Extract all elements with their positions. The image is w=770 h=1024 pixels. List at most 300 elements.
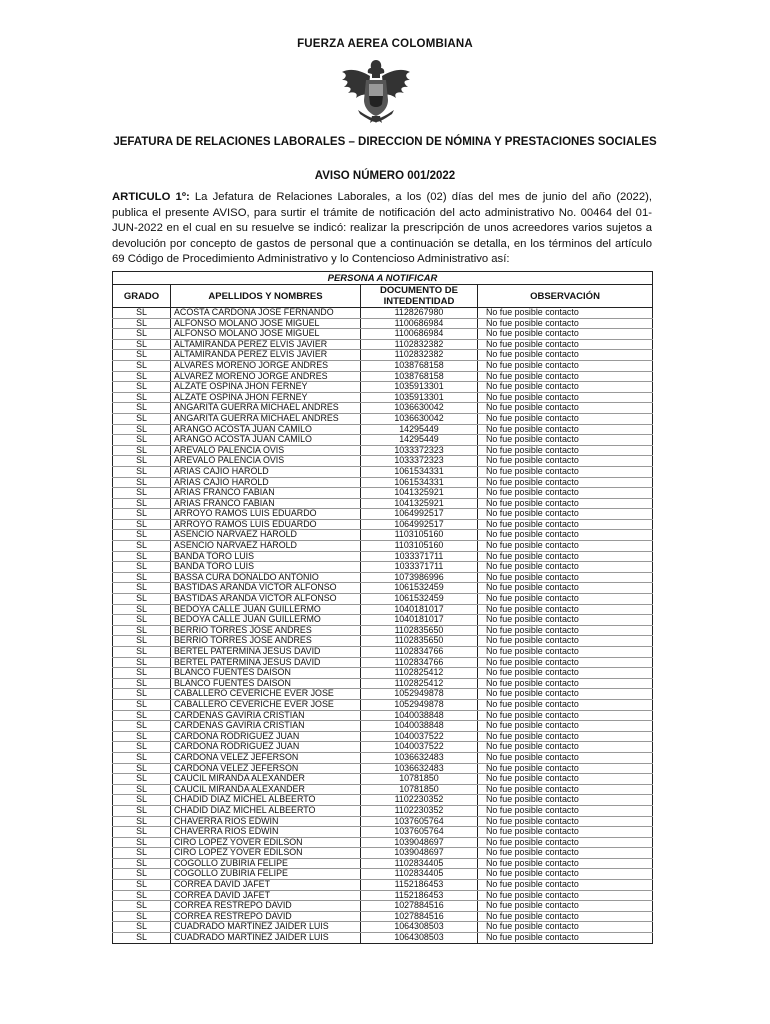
- table-row: [113, 636, 653, 647]
- column-header-grado: GRADO: [113, 285, 171, 308]
- cell-observation: No fue posible contacto: [478, 678, 653, 689]
- cell-observation: No fue posible contacto: [478, 774, 653, 785]
- cell-observation: No fue posible contacto: [478, 583, 653, 594]
- department-title: JEFATURA DE RELACIONES LABORALES – DIRECCION DE NÓMINA Y PRESTACIONES SOCIALES: [113, 136, 657, 148]
- cell-grado: SL: [113, 795, 171, 806]
- cell-observation: No fue posible contacto: [478, 816, 653, 827]
- table-row: [113, 551, 653, 562]
- cell-grado: SL: [113, 572, 171, 583]
- cell-observation: No fue posible contacto: [478, 541, 653, 552]
- cell-observation: No fue posible contacto: [478, 498, 653, 509]
- cell-grado: SL: [113, 329, 171, 340]
- table-row: [113, 615, 653, 626]
- cell-grado: SL: [113, 816, 171, 827]
- cell-document: 1152186453: [361, 890, 478, 901]
- cell-grado: SL: [113, 922, 171, 933]
- cell-grado: SL: [113, 774, 171, 785]
- table-row: [113, 911, 653, 922]
- cell-grado: SL: [113, 413, 171, 424]
- cell-document: 10781850: [361, 784, 478, 795]
- cell-name: CORREA DAVID JAFET: [171, 890, 361, 901]
- cell-name: ALTAMIRANDA PEREZ ELVIS JAVIER: [171, 350, 361, 361]
- cell-document: 1064992517: [361, 519, 478, 530]
- cell-name: ARIAS CAJIO HAROLD: [171, 466, 361, 477]
- cell-name: CHADID DIAZ MICHEL ALBEERTO: [171, 805, 361, 816]
- cell-document: 1033372323: [361, 456, 478, 467]
- cell-observation: No fue posible contacto: [478, 530, 653, 541]
- cell-name: BASTIDAS ARANDA VICTOR ALFONSO: [171, 594, 361, 605]
- cell-document: 1061532459: [361, 583, 478, 594]
- cell-name: CARDONA RODRIGUEZ JUAN: [171, 731, 361, 742]
- cell-name: ACOSTA CARDONA JOSÉ FERNANDO: [171, 308, 361, 319]
- cell-name: BASTIDAS ARANDA VICTOR ALFONSO: [171, 583, 361, 594]
- cell-document: 1039048697: [361, 848, 478, 859]
- table-row: [113, 710, 653, 721]
- cell-grado: SL: [113, 382, 171, 393]
- table-row: [113, 392, 653, 403]
- cell-document: 1064992517: [361, 509, 478, 520]
- cell-document: 1102832382: [361, 350, 478, 361]
- cell-name: BERRIO TORRES JOSE ANDRES: [171, 636, 361, 647]
- cell-grado: SL: [113, 837, 171, 848]
- table-row: [113, 308, 653, 319]
- cell-name: CUADRADO MARTINEZ JAIDER LUIS: [171, 922, 361, 933]
- cell-observation: No fue posible contacto: [478, 477, 653, 488]
- cell-name: BEDOYA CALLE JUAN GUILLERMO: [171, 604, 361, 615]
- cell-name: CABALLERO CEVERICHE EVER JOSÉ: [171, 699, 361, 710]
- cell-grado: SL: [113, 848, 171, 859]
- cell-document: 1040037522: [361, 742, 478, 753]
- cell-document: 14295449: [361, 424, 478, 435]
- cell-grado: SL: [113, 699, 171, 710]
- cell-document: 1033372323: [361, 445, 478, 456]
- cell-observation: No fue posible contacto: [478, 742, 653, 753]
- cell-name: CORREA DAVID JAFET: [171, 880, 361, 891]
- eagle-emblem-icon: [336, 56, 416, 124]
- cell-observation: No fue posible contacto: [478, 371, 653, 382]
- table-row: [113, 795, 653, 806]
- cell-name: CAUCIL MIRANDA ALEXANDER: [171, 774, 361, 785]
- table-row: [113, 329, 653, 340]
- cell-grado: SL: [113, 583, 171, 594]
- cell-grado: SL: [113, 594, 171, 605]
- cell-name: CARDONA RODRIGUEZ JUAN: [171, 742, 361, 753]
- table-row: [113, 858, 653, 869]
- cell-name: ALVAREZ MORENO JORGE ANDRES: [171, 371, 361, 382]
- cell-grado: SL: [113, 604, 171, 615]
- cell-observation: No fue posible contacto: [478, 668, 653, 679]
- cell-document: 1041325921: [361, 488, 478, 499]
- cell-document: 1036632483: [361, 752, 478, 763]
- cell-name: BERRIO TORRES JOSE ANDRES: [171, 625, 361, 636]
- table-row: [113, 774, 653, 785]
- cell-grado: SL: [113, 689, 171, 700]
- cell-observation: No fue posible contacto: [478, 710, 653, 721]
- table-row: [113, 816, 653, 827]
- cell-grado: SL: [113, 731, 171, 742]
- cell-observation: No fue posible contacto: [478, 901, 653, 912]
- cell-name: ASENCIO NARVAEZ HAROLD: [171, 541, 361, 552]
- cell-name: BANDA TORO LUIS: [171, 562, 361, 573]
- table-row: [113, 721, 653, 732]
- cell-name: CIRO LOPEZ YOVER EDILSON: [171, 848, 361, 859]
- cell-grado: SL: [113, 435, 171, 446]
- cell-grado: SL: [113, 371, 171, 382]
- table-row: [113, 562, 653, 573]
- cell-observation: No fue posible contacto: [478, 604, 653, 615]
- cell-document: 1102835650: [361, 636, 478, 647]
- table-row: [113, 752, 653, 763]
- cell-name: ARIAS CAJIO HAROLD: [171, 477, 361, 488]
- cell-grado: SL: [113, 625, 171, 636]
- cell-name: CARDENAS GAVIRIA CRISTIAN: [171, 710, 361, 721]
- table-row: [113, 827, 653, 838]
- table-row: [113, 848, 653, 859]
- cell-observation: No fue posible contacto: [478, 594, 653, 605]
- cell-document: 1061534331: [361, 466, 478, 477]
- table-row: [113, 498, 653, 509]
- cell-observation: No fue posible contacto: [478, 360, 653, 371]
- cell-observation: No fue posible contacto: [478, 647, 653, 658]
- article-paragraph: [112, 190, 652, 268]
- cell-observation: No fue posible contacto: [478, 657, 653, 668]
- cell-observation: No fue posible contacto: [478, 382, 653, 393]
- cell-name: ARIAS FRANCO FABIAN: [171, 488, 361, 499]
- table-row: [113, 530, 653, 541]
- cell-name: CARDENAS GAVIRIA CRISTIAN: [171, 721, 361, 732]
- cell-document: 1102230352: [361, 805, 478, 816]
- cell-document: 1102835650: [361, 625, 478, 636]
- cell-document: 1102230352: [361, 795, 478, 806]
- cell-grado: SL: [113, 530, 171, 541]
- cell-grado: SL: [113, 551, 171, 562]
- cell-name: ARROYO RAMOS LUIS EDUARDO: [171, 509, 361, 520]
- cell-name: BEDOYA CALLE JUAN GUILLERMO: [171, 615, 361, 626]
- cell-observation: No fue posible contacto: [478, 551, 653, 562]
- table-row: [113, 933, 653, 944]
- cell-document: 1040181017: [361, 604, 478, 615]
- cell-document: 1073986996: [361, 572, 478, 583]
- cell-observation: No fue posible contacto: [478, 615, 653, 626]
- table-row: [113, 466, 653, 477]
- cell-observation: No fue posible contacto: [478, 731, 653, 742]
- cell-document: 1103105160: [361, 530, 478, 541]
- cell-observation: No fue posible contacto: [478, 572, 653, 583]
- cell-grado: SL: [113, 869, 171, 880]
- cell-name: BLANCO FUENTES DAISON: [171, 678, 361, 689]
- cell-document: 1035913301: [361, 392, 478, 403]
- table-row: [113, 477, 653, 488]
- cell-document: 1102825412: [361, 668, 478, 679]
- cell-name: BANDA TORO LUIS: [171, 551, 361, 562]
- cell-observation: No fue posible contacto: [478, 509, 653, 520]
- cell-observation: No fue posible contacto: [478, 636, 653, 647]
- cell-grado: SL: [113, 519, 171, 530]
- table-row: [113, 318, 653, 329]
- cell-grado: SL: [113, 668, 171, 679]
- table-row: [113, 424, 653, 435]
- cell-name: ALFONSO MOLANO JOSE MIGUEL: [171, 329, 361, 340]
- cell-name: CAUCIL MIRANDA ALEXANDER: [171, 784, 361, 795]
- cell-observation: No fue posible contacto: [478, 339, 653, 350]
- table-row: [113, 488, 653, 499]
- cell-observation: No fue posible contacto: [478, 350, 653, 361]
- cell-grado: SL: [113, 858, 171, 869]
- cell-document: 1061534331: [361, 477, 478, 488]
- cell-grado: SL: [113, 456, 171, 467]
- cell-grado: SL: [113, 678, 171, 689]
- persons-table: [112, 271, 653, 944]
- cell-observation: No fue posible contacto: [478, 625, 653, 636]
- table-row: [113, 625, 653, 636]
- cell-observation: No fue posible contacto: [478, 466, 653, 477]
- cell-grado: SL: [113, 933, 171, 944]
- cell-document: 1100686984: [361, 329, 478, 340]
- cell-document: 14295449: [361, 435, 478, 446]
- cell-name: CHADID DIAZ MICHEL ALBEERTO: [171, 795, 361, 806]
- table-row: [113, 594, 653, 605]
- cell-document: 1103105160: [361, 541, 478, 552]
- cell-grado: SL: [113, 827, 171, 838]
- cell-document: 1035913301: [361, 382, 478, 393]
- cell-document: 1037605764: [361, 827, 478, 838]
- column-header-document: DOCUMENTO DE INTEDENTIDAD: [361, 285, 478, 308]
- table-row: [113, 413, 653, 424]
- cell-name: ALFONSO MOLANO JOSE MIGUEL: [171, 318, 361, 329]
- cell-document: 1033371711: [361, 562, 478, 573]
- notice-number: AVISO NÚMERO 001/2022: [314, 170, 456, 182]
- table-row: [113, 901, 653, 912]
- cell-observation: No fue posible contacto: [478, 424, 653, 435]
- cell-grado: SL: [113, 890, 171, 901]
- cell-grado: SL: [113, 360, 171, 371]
- cell-name: COGOLLO ZUBIRIA FELIPE: [171, 858, 361, 869]
- cell-grado: SL: [113, 752, 171, 763]
- cell-observation: No fue posible contacto: [478, 318, 653, 329]
- cell-name: CARDONA VELEZ JEFERSON: [171, 763, 361, 774]
- cell-grado: SL: [113, 498, 171, 509]
- cell-document: 1039048697: [361, 837, 478, 848]
- cell-document: 1040037522: [361, 731, 478, 742]
- cell-name: ARIAS FRANCO FABIAN: [171, 498, 361, 509]
- cell-observation: No fue posible contacto: [478, 445, 653, 456]
- organization-title: FUERZA AEREA COLOMBIANA: [297, 38, 473, 50]
- cell-grado: SL: [113, 562, 171, 573]
- cell-grado: SL: [113, 763, 171, 774]
- cell-document: 1064308503: [361, 933, 478, 944]
- cell-document: 1040181017: [361, 615, 478, 626]
- cell-observation: No fue posible contacto: [478, 403, 653, 414]
- cell-document: 10781850: [361, 774, 478, 785]
- table-row: [113, 869, 653, 880]
- cell-grado: SL: [113, 911, 171, 922]
- cell-observation: No fue posible contacto: [478, 827, 653, 838]
- table-row: [113, 541, 653, 552]
- table-row: [113, 678, 653, 689]
- cell-grado: SL: [113, 350, 171, 361]
- cell-name: ARANGO ACOSTA JUAN CAMILO: [171, 435, 361, 446]
- cell-document: 1038768158: [361, 371, 478, 382]
- cell-observation: No fue posible contacto: [478, 562, 653, 573]
- table-row: [113, 509, 653, 520]
- cell-name: CHAVERRA RIOS EDWIN: [171, 816, 361, 827]
- table-row: [113, 805, 653, 816]
- cell-name: BERTEL PATERMINA JESUS DAVID: [171, 657, 361, 668]
- cell-grado: SL: [113, 657, 171, 668]
- cell-grado: SL: [113, 477, 171, 488]
- cell-observation: No fue posible contacto: [478, 837, 653, 848]
- cell-observation: No fue posible contacto: [478, 308, 653, 319]
- cell-grado: SL: [113, 308, 171, 319]
- cell-document: 1152186453: [361, 880, 478, 891]
- table-row: [113, 604, 653, 615]
- cell-grado: SL: [113, 880, 171, 891]
- cell-grado: SL: [113, 318, 171, 329]
- table-row: [113, 880, 653, 891]
- cell-name: ALVARES MORENO JORGE ANDRES: [171, 360, 361, 371]
- cell-grado: SL: [113, 339, 171, 350]
- cell-name: CARDONA VELEZ JEFERSON: [171, 752, 361, 763]
- cell-document: 1061532459: [361, 594, 478, 605]
- cell-document: 1040038848: [361, 721, 478, 732]
- cell-document: 1027884516: [361, 901, 478, 912]
- cell-observation: No fue posible contacto: [478, 488, 653, 499]
- cell-observation: No fue posible contacto: [478, 699, 653, 710]
- table-row: [113, 583, 653, 594]
- group-header: PERSONA A NOTIFICAR: [113, 272, 653, 285]
- cell-name: CABALLERO CEVERICHE EVER JOSÉ: [171, 689, 361, 700]
- cell-observation: No fue posible contacto: [478, 752, 653, 763]
- cell-grado: SL: [113, 901, 171, 912]
- cell-document: 1052949878: [361, 699, 478, 710]
- table-row: [113, 519, 653, 530]
- cell-observation: No fue posible contacto: [478, 869, 653, 880]
- cell-observation: No fue posible contacto: [478, 392, 653, 403]
- cell-document: 1052949878: [361, 689, 478, 700]
- cell-observation: No fue posible contacto: [478, 911, 653, 922]
- cell-document: 1102834405: [361, 869, 478, 880]
- cell-document: 1033371711: [361, 551, 478, 562]
- cell-document: 1027884516: [361, 911, 478, 922]
- cell-grado: SL: [113, 636, 171, 647]
- cell-name: CORREA RESTREPO DAVID: [171, 901, 361, 912]
- cell-name: CORREA RESTREPO DAVID: [171, 911, 361, 922]
- cell-document: 1038768158: [361, 360, 478, 371]
- cell-grado: SL: [113, 784, 171, 795]
- table-row: [113, 647, 653, 658]
- table-body: [113, 308, 653, 944]
- table-row: [113, 456, 653, 467]
- table-row: [113, 742, 653, 753]
- cell-grado: SL: [113, 710, 171, 721]
- cell-observation: No fue posible contacto: [478, 805, 653, 816]
- column-header-observation: OBSERVACIÓN: [478, 285, 653, 308]
- cell-name: ALTAMIRANDA PEREZ ELVIS JAVIER: [171, 339, 361, 350]
- table-row: [113, 731, 653, 742]
- table-row: [113, 435, 653, 446]
- cell-name: BASSA CURA DONALDO ANTONIO: [171, 572, 361, 583]
- cell-document: 1064308503: [361, 922, 478, 933]
- cell-grado: SL: [113, 445, 171, 456]
- cell-name: CIRO LOPEZ YOVER EDILSON: [171, 837, 361, 848]
- table-row: [113, 403, 653, 414]
- cell-document: 1040038848: [361, 710, 478, 721]
- cell-name: ALZATE OSPINA JHON FERNEY: [171, 392, 361, 403]
- cell-document: 1041325921: [361, 498, 478, 509]
- cell-grado: SL: [113, 509, 171, 520]
- article-text: La Jefatura de Relaciones Laborales, a los (02) días del mes de junio del año (2022), publica el presente AVISO, para surtir el trámite de notificación del acto administrativo No. 00464 del 01-JUN-2022 en el cual en su resuelve se indicó: realizar la prescripción de unos acreedores varios sujetos a devolución por concepto de gastos de personal que a continuación se detalla, en los términos del artículo 69 Código de Procedimiento Administrativo y lo Contencioso Administrativo así:: [112, 191, 653, 265]
- cell-name: ALZATE OSPINA JHON FERNEY: [171, 382, 361, 393]
- cell-observation: No fue posible contacto: [478, 848, 653, 859]
- cell-grado: SL: [113, 466, 171, 477]
- cell-grado: SL: [113, 424, 171, 435]
- cell-document: 1036632483: [361, 763, 478, 774]
- cell-name: BERTEL PATERMINA JESUS DAVID: [171, 647, 361, 658]
- cell-document: 1036630042: [361, 413, 478, 424]
- table-row: [113, 890, 653, 901]
- cell-document: 1102834405: [361, 858, 478, 869]
- table-row: [113, 689, 653, 700]
- cell-observation: No fue posible contacto: [478, 784, 653, 795]
- cell-observation: No fue posible contacto: [478, 795, 653, 806]
- cell-name: AREVALO PALENCIA OVIS: [171, 456, 361, 467]
- table-row: [113, 699, 653, 710]
- article-label: ARTICULO 1º:: [112, 191, 190, 203]
- cell-name: ARROYO RAMOS LUIS EDUARDO: [171, 519, 361, 530]
- cell-document: 1102825412: [361, 678, 478, 689]
- table-row: [113, 572, 653, 583]
- table-row: [113, 784, 653, 795]
- table-row: [113, 657, 653, 668]
- cell-grado: SL: [113, 721, 171, 732]
- cell-grado: SL: [113, 392, 171, 403]
- cell-observation: No fue posible contacto: [478, 721, 653, 732]
- cell-name: ARANGO ACOSTA JUAN CAMILO: [171, 424, 361, 435]
- cell-observation: No fue posible contacto: [478, 890, 653, 901]
- table-row: [113, 445, 653, 456]
- table-row: [113, 339, 653, 350]
- cell-grado: SL: [113, 615, 171, 626]
- cell-observation: No fue posible contacto: [478, 329, 653, 340]
- cell-name: BLANCO FUENTES DAISON: [171, 668, 361, 679]
- cell-observation: No fue posible contacto: [478, 922, 653, 933]
- cell-name: COGOLLO ZUBIRIA FELIPE: [171, 869, 361, 880]
- cell-document: 1102834766: [361, 657, 478, 668]
- table-row: [113, 360, 653, 371]
- cell-name: AREVALO PALENCIA OVIS: [171, 445, 361, 456]
- table-row: [113, 668, 653, 679]
- cell-document: 1100686984: [361, 318, 478, 329]
- cell-name: CHAVERRA RIOS EDWIN: [171, 827, 361, 838]
- cell-grado: SL: [113, 488, 171, 499]
- cell-observation: No fue posible contacto: [478, 763, 653, 774]
- cell-grado: SL: [113, 805, 171, 816]
- table-row: [113, 371, 653, 382]
- cell-observation: No fue posible contacto: [478, 933, 653, 944]
- table-row: [113, 837, 653, 848]
- cell-observation: No fue posible contacto: [478, 519, 653, 530]
- cell-observation: No fue posible contacto: [478, 413, 653, 424]
- cell-observation: No fue posible contacto: [478, 456, 653, 467]
- cell-document: 1102832382: [361, 339, 478, 350]
- cell-document: 1037605764: [361, 816, 478, 827]
- table-row: [113, 763, 653, 774]
- cell-grado: SL: [113, 647, 171, 658]
- cell-document: 1036630042: [361, 403, 478, 414]
- cell-name: ASENCIO NARVAEZ HAROLD: [171, 530, 361, 541]
- table-row: [113, 350, 653, 361]
- cell-name: ANGARITA GUERRA MICHAEL ANDRES: [171, 403, 361, 414]
